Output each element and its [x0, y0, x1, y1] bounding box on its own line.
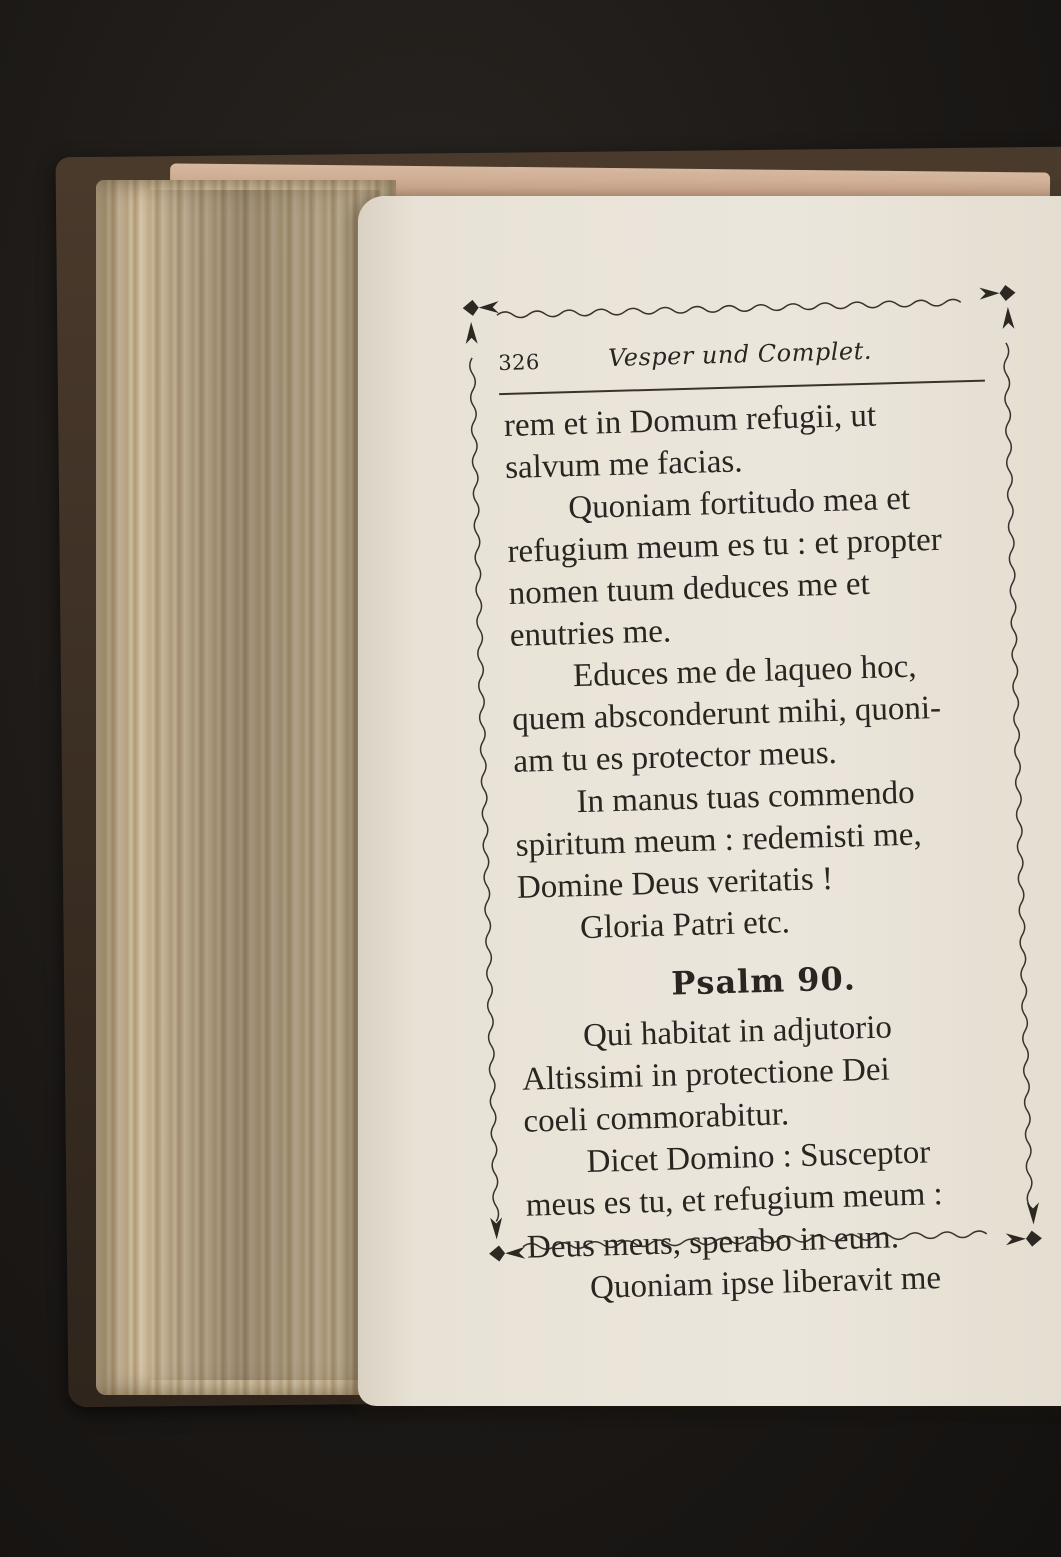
text-line: nomen tuum deduces me et [508, 565, 871, 612]
page-number: 326 [497, 349, 541, 376]
text-line: Altissimi in protectione Dei [521, 1051, 891, 1098]
text-line: Domine Deus veritatis ! [516, 861, 834, 906]
page-edges-shading [150, 190, 380, 1380]
text-line: Gloria Patri etc. [579, 904, 791, 947]
printed-page [456, 272, 1061, 1306]
border-top [497, 299, 961, 318]
text-line: Educes me de laqueo hoc, [572, 648, 918, 695]
corner-ornament-bottom-left [488, 1217, 525, 1262]
text-line: Quoniam fortitudo mea et [567, 480, 911, 527]
text-line: Deus meus, sperabo in eum. [526, 1219, 900, 1266]
corner-ornament-top-right [979, 285, 1016, 330]
text-line: quem absconderunt mihi, quoni- [511, 689, 942, 738]
text-line: spiritum meum : redemisti me, [515, 816, 923, 864]
text-line: In manus tuas commendo [576, 774, 916, 821]
text-line: enutries me. [509, 613, 672, 654]
text-line: am tu es protector meus. [512, 734, 838, 780]
running-head-title: Vesper und Complet. [607, 336, 873, 373]
text-line: Quoniam ipse liberavit me [589, 1260, 942, 1306]
psalm-heading: Psalm 90. [670, 959, 857, 1003]
page-body [503, 391, 1016, 1310]
text-line: Dicet Domino : Susceptor [586, 1134, 931, 1180]
text-line: coeli commorabitur. [522, 1096, 790, 1140]
text-line: Qui habitat in adjutorio [582, 1009, 893, 1055]
text-line: salvum me facias. [504, 443, 743, 486]
text-line: meus es tu, et refugium meum : [525, 1176, 944, 1224]
text-line: refugium meum es tu : et propter [507, 521, 943, 570]
corner-ornament-top-left [462, 299, 499, 344]
text-line: rem et in Domum refugii, ut [503, 397, 877, 445]
